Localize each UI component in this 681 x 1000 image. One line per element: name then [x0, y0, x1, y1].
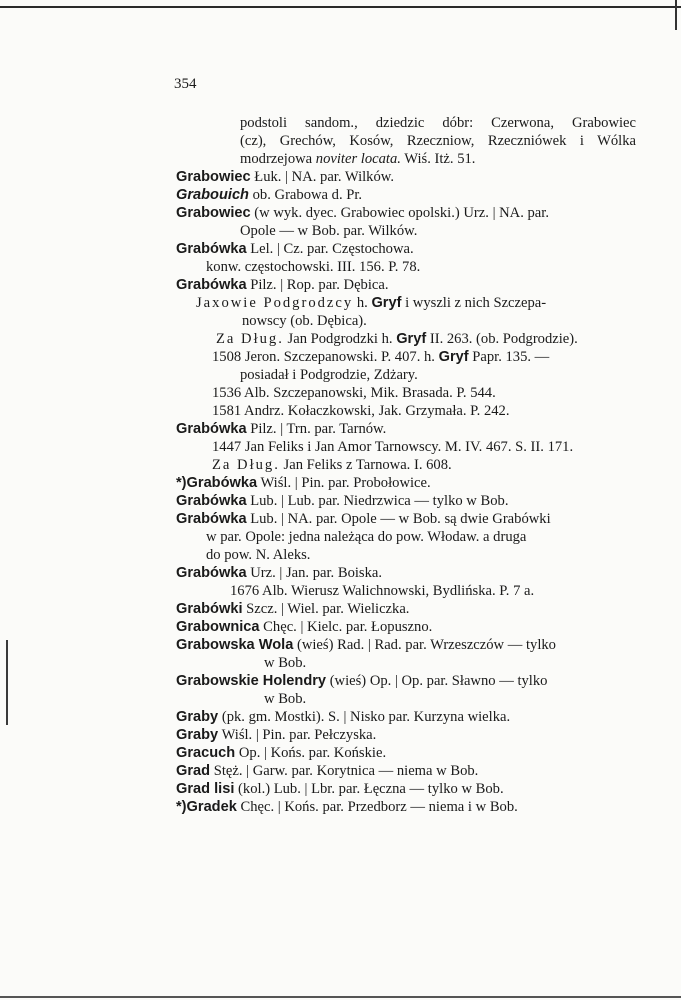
left-edge-mark — [6, 640, 8, 725]
entry-headword: Grabówka — [176, 493, 247, 509]
text-line: w Bob. — [264, 655, 307, 671]
text-line: 1676 Alb. Wierusz Walichnowski, Bydlińska. P. 7 a. — [230, 583, 535, 599]
spaced-text: Za Dług. — [216, 331, 284, 347]
text-span: Wiś. Itż. 51. — [400, 151, 476, 167]
entry-graby-wisl — [176, 726, 636, 744]
entry-gracuch — [176, 744, 636, 762]
text-line — [176, 348, 636, 366]
entry-text: (kol.) Lub. | Lbr. par. Łęczna — tylko w Bob. — [234, 781, 504, 797]
entry-grabowska-wola — [176, 636, 636, 654]
entry-headword: Graby — [176, 709, 219, 725]
entry-headword: Grabownica — [176, 619, 260, 635]
text-line: w par. Opole: jedna należąca do pow. Włodaw. a druga — [206, 529, 527, 545]
entry-headword: Grabouich — [176, 187, 249, 203]
entry-text: Lel. | Cz. par. Częstochowa. — [246, 241, 414, 257]
entry-text: Wiśl. | Pin. par. Pełczyska. — [218, 727, 377, 743]
entry-text: (w wyk. dyec. Grabowiec opolski.) Urz. | NA. par. — [250, 205, 549, 221]
entry-headword: Graby — [176, 727, 219, 743]
entry-text: Lub. | Lub. par. Niedrzwica — tylko w Bob. — [246, 493, 509, 509]
entry-headword: Grad lisi — [176, 781, 235, 797]
entry-text: (pk. gm. Mostki). S. | Nisko par. Kurzyna wielka. — [218, 709, 511, 725]
text-line: Opole — w Bob. par. Wilków. — [240, 223, 418, 239]
text-span: h. — [353, 295, 372, 311]
entry-text: Chęc. | Końs. par. Przedborz — niema i w Bob. — [236, 799, 518, 815]
entry-grabowka-lel — [176, 240, 636, 258]
entry-text: (wieś) Rad. | Rad. par. Wrzeszczów — tylko — [293, 637, 556, 653]
entry-headword: Gracuch — [176, 745, 236, 761]
text-line: nowscy (ob. Dębica). — [242, 313, 367, 329]
text-span: II. 263. (ob. Podgrodzie). — [426, 331, 578, 347]
text-span: Jan Feliks z Tarnowa. I. 608. — [279, 457, 452, 473]
entry-text: ob. Grabowa d. Pr. — [248, 187, 363, 203]
entry-text: Szcz. | Wiel. par. Wieliczka. — [242, 601, 410, 617]
entry-grabowki — [176, 600, 636, 618]
page-text — [176, 114, 636, 816]
entry-grad-lisi — [176, 780, 636, 798]
entry-text: Pilz. | Trn. par. Tarnów. — [246, 421, 387, 437]
entry-text: Urz. | Jan. par. Boiska. — [246, 565, 383, 581]
text-line — [176, 456, 636, 474]
entry-grabowka-lub-na — [176, 510, 636, 528]
text-line: w Bob. — [264, 691, 307, 707]
entry-headword: Grabowiec — [176, 205, 251, 221]
entry-headword: Grabowskie Holendry — [176, 673, 327, 689]
entry-grabouich — [176, 186, 636, 204]
entry-grabowka-pilz-trn — [176, 420, 636, 438]
entry-headword: Grabówka — [176, 565, 247, 581]
entry-grabowiec-luk — [176, 168, 636, 186]
spaced-text: Za Dług. — [212, 457, 280, 473]
entry-grabownica — [176, 618, 636, 636]
entry-text: Op. | Końs. par. Końskie. — [235, 745, 387, 761]
text-line: podstoli sandom., dziedzic dóbr: Czerwona, Grabowiec — [240, 115, 636, 131]
entry-headword: Grabówki — [176, 601, 243, 617]
entry-text: Lub. | NA. par. Opole — w Bob. są dwie Grabówki — [246, 511, 551, 527]
text-span: i wyszli z nich Szczepa- — [401, 295, 547, 311]
text-span: modrzejowa — [240, 151, 316, 167]
entry-grabowiec-urz — [176, 204, 636, 222]
text-line: 1581 Andrz. Kołaczkowski, Jak. Grzymała. P. 242. — [212, 403, 510, 419]
entry-headword: Grabówka — [176, 241, 247, 257]
text-span: Papr. 135. — — [468, 349, 550, 365]
entry-headword: Grabowska Wola — [176, 637, 294, 653]
coat-of-arms: Gryf — [371, 295, 402, 311]
right-edge-mark — [675, 0, 677, 30]
entry-grabowka-wisl — [176, 474, 636, 492]
spaced-text: Jaxowie Podgrodzcy — [196, 295, 354, 311]
coat-of-arms: Gryf — [396, 331, 427, 347]
entry-headword: Grabówka — [176, 511, 247, 527]
text-span: Jan Podgrodzki h. — [283, 331, 397, 347]
bottom-border-line — [0, 996, 681, 998]
text-line: konw. częstochowski. III. 156. P. 78. — [206, 259, 421, 275]
text-line — [176, 294, 636, 312]
entry-text: Chęc. | Kielc. par. Łopuszno. — [259, 619, 433, 635]
text-line: posiadał i Podgrodzie, Zdżary. — [240, 367, 418, 383]
entry-headword: *)Grabówka — [176, 475, 258, 491]
entry-grabowka-urz — [176, 564, 636, 582]
coat-of-arms: Gryf — [438, 349, 469, 365]
entry-grabowskie-holendry — [176, 672, 636, 690]
entry-text: Pilz. | Rop. par. Dębica. — [246, 277, 389, 293]
text-line: 1536 Alb. Szczepanowski, Mik. Brasada. P. 544. — [212, 385, 496, 401]
text-line: 1447 Jan Feliks i Jan Amor Tarnowscy. M. IV. 467. S. II. 171. — [212, 439, 574, 455]
entry-grabowka-lub — [176, 492, 636, 510]
entry-headword: *)Gradek — [176, 799, 237, 815]
entry-text: (wieś) Op. | Op. par. Sławno — tylko — [326, 673, 548, 689]
entry-text: Wiśl. | Pin. par. Probołowice. — [257, 475, 431, 491]
entry-text: Stęż. | Garw. par. Korytnica — niema w Bob. — [210, 763, 479, 779]
top-border-line — [0, 6, 681, 8]
entry-headword: Grabówka — [176, 421, 247, 437]
entry-headword: Grabowiec — [176, 169, 251, 185]
text-line — [176, 330, 636, 348]
entry-grad — [176, 762, 636, 780]
text-line: do pow. N. Aleks. — [206, 547, 311, 563]
entry-grabowka-pilz — [176, 276, 636, 294]
entry-text: Łuk. | NA. par. Wilków. — [250, 169, 395, 185]
entry-gradek — [176, 798, 636, 816]
entry-headword: Grad — [176, 763, 211, 779]
text-span: 1508 Jeron. Szczepanowski. P. 407. h. — [212, 349, 439, 365]
page-number: 354 — [174, 76, 197, 92]
entry-headword: Grabówka — [176, 277, 247, 293]
text-line: (cz), Grechów, Kosów, Rzeczniow, Rzeczniówek i Wólka — [240, 133, 636, 149]
text-line — [176, 150, 636, 168]
entry-graby-s — [176, 708, 636, 726]
italic-phrase: noviter locata. — [315, 151, 401, 167]
